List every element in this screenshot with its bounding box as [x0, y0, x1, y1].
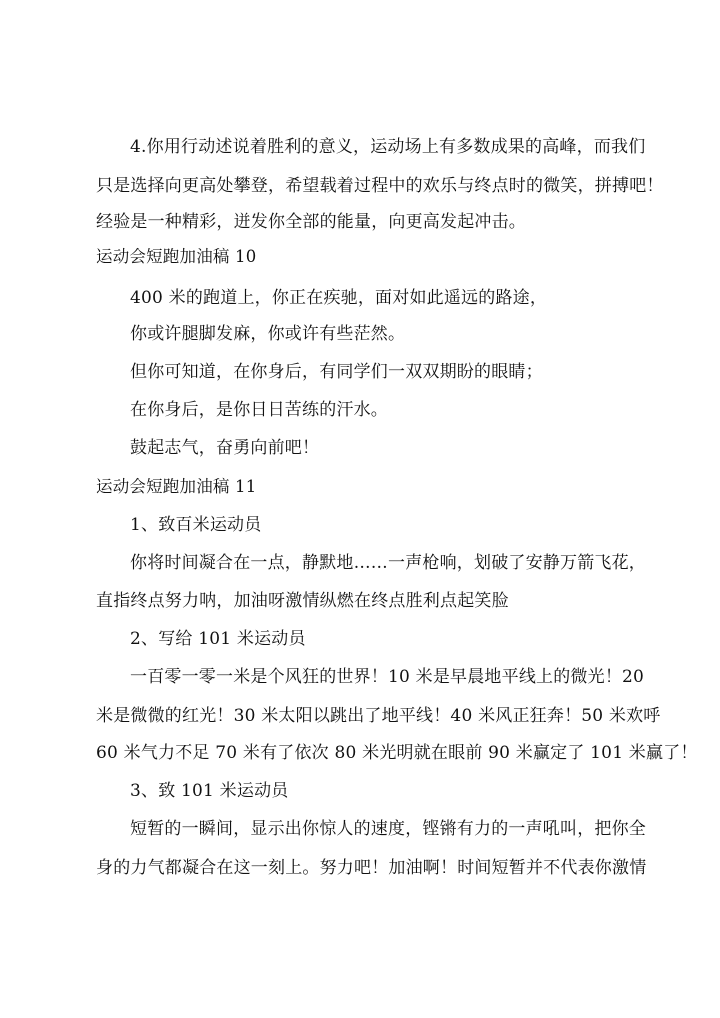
paragraph-line: 你或许腿脚发麻，你或许有些茫然。 [130, 324, 406, 344]
paragraph-line: 一百零一零一米是个风狂的世界！10 米是早晨地平线上的微光！20 [130, 667, 645, 687]
paragraph-line: 400 米的跑道上，你正在疾驰，面对如此遥远的路途， [130, 288, 548, 308]
paragraph-line: 直指终点努力呐，加油呀激情纵燃在终点胜利点起笑脸 [96, 591, 509, 611]
paragraph-line: 米是微微的红光！30 米太阳以跳出了地平线！40 米风正狂奔！50 米欢呼 [96, 706, 661, 726]
paragraph-line: 经验是一种精彩，迸发你全部的能量，向更高发起冲击。 [96, 212, 526, 232]
paragraph-line: 4.你用行动述说着胜利的意义，运动场上有多数成果的高峰，而我们 [130, 137, 646, 157]
list-item-heading: 2、写给 101 米运动员 [130, 629, 306, 649]
section-heading: 运动会短跑加油稿 11 [96, 477, 257, 496]
paragraph-line: 鼓起志气，奋勇向前吧！ [130, 438, 320, 458]
list-item-heading: 3、致 101 米运动员 [130, 781, 289, 801]
paragraph-line: 在你身后，是你日日苦练的汗水。 [130, 400, 388, 420]
paragraph-line: 身的力气都凝合在这一刻上。努力吧！加油啊！时间短暂并不代表你激情 [96, 858, 647, 878]
section-heading: 运动会短跑加油稿 10 [96, 247, 257, 266]
paragraph-line: 只是选择向更高处攀登，希望载着过程中的欢乐与终点时的微笑，拼搏吧！ [96, 176, 664, 196]
list-item-heading: 1、致百米运动员 [130, 515, 262, 535]
paragraph-line: 60 米气力不足 70 米有了依次 80 米光明就在眼前 90 米赢定了 101 米赢了！ [96, 743, 698, 763]
paragraph-line: 但你可知道，在你身后，有同学们一双双期盼的眼睛； [130, 362, 543, 382]
paragraph-line: 短暂的一瞬间，显示出你惊人的速度，铿锵有力的一声吼叫，把你全 [130, 819, 646, 839]
paragraph-line: 你将时间凝合在一点，静默地……一声枪响，划破了安静万箭飞花， [130, 553, 646, 573]
